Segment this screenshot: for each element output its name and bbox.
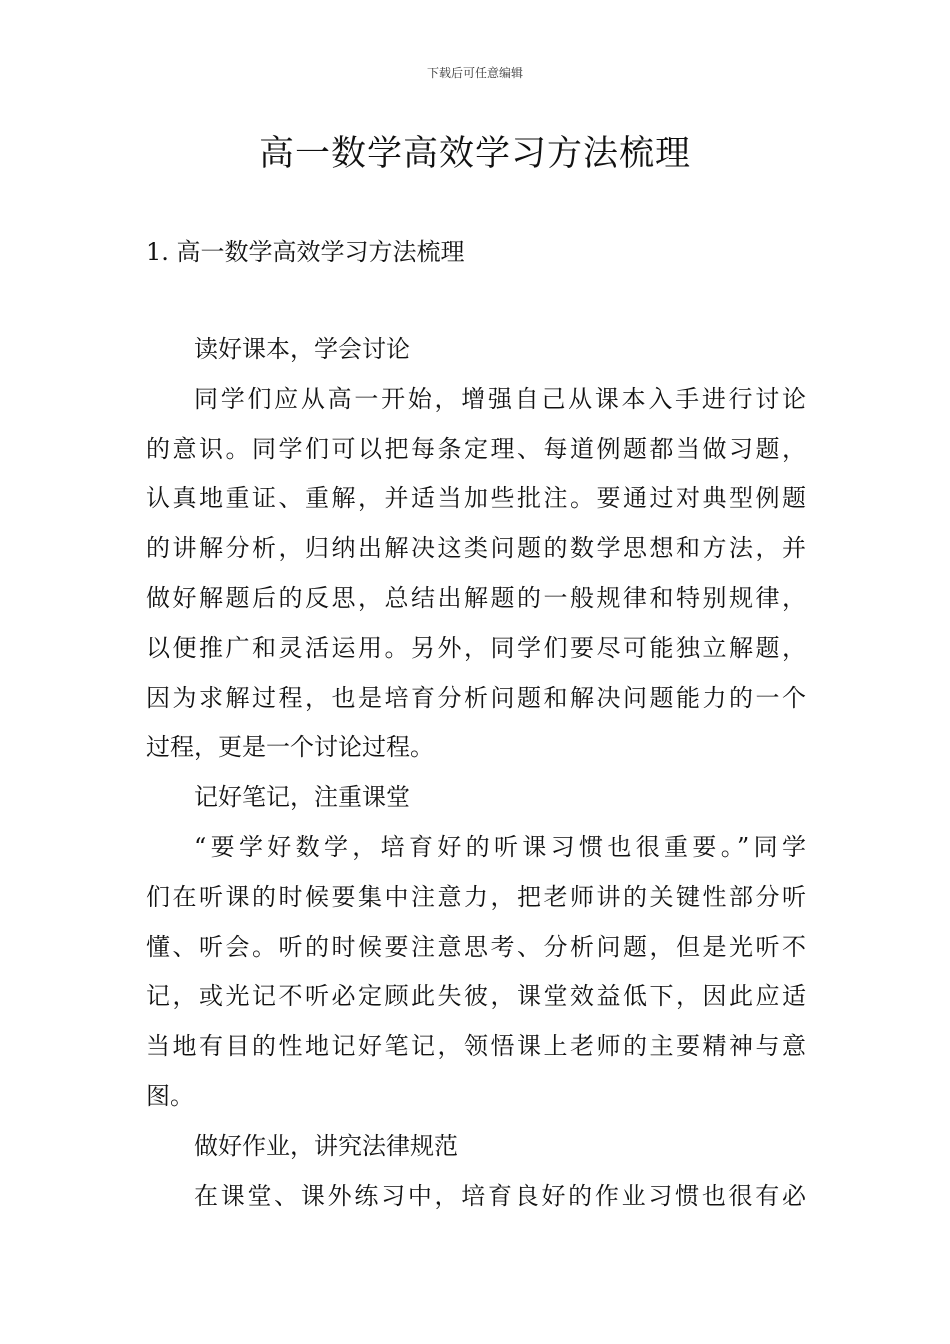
paragraph-line: 以便推广和灵活运用。另外，同学们要尽可能独立解题， [146,633,806,662]
paragraph-line: 做好解题后的反思，总结出解题的一般规律和特别规律， [146,583,806,612]
paragraph-line: 记，或光记不听必定顾此失彼，课堂效益低下，因此应适 [146,982,806,1011]
paragraph-line: 在课堂、课外练习中，培育良好的作业习惯也很有必 [194,1181,806,1210]
paragraph-line: 的意识。同学们可以把每条定理、每道例题都当做习题， [146,434,806,463]
paragraph-line: 认真地重证、重解，并适当加些批注。要通过对典型例题 [146,484,806,513]
paragraph-line: 懂、听会。听的时候要注意思考、分析问题，但是光听不 [146,932,806,961]
subheading: 记好笔记，注重课堂 [194,783,410,812]
section-title: 1. 高一数学高效学习方法梳理 [146,238,465,266]
paragraph-line: 们在听课的时候要集中注意力，把老师讲的关键性部分听 [146,882,806,911]
paragraph-line: 图。 [146,1081,194,1110]
subheading: 读好课本，学会讨论 [194,335,410,363]
paragraph-line: 过程，更是一个讨论过程。 [146,733,434,762]
paragraph-line: “要学好数学，培育好的听课习惯也很重要。”同学 [194,832,806,861]
header-note: 下载后可任意编辑 [426,66,523,80]
document-body [146,325,806,1221]
paragraph-line: 同学们应从高一开始，增强自己从课本入手进行讨论 [194,384,806,413]
paragraph-line: 当地有目的性地记好笔记，领悟课上老师的主要精神与意 [146,1032,806,1061]
paragraph-line: 的讲解分析，归纳出解决这类问题的数学思想和方法，并 [146,534,806,563]
subheading: 做好作业，讲究法律规范 [194,1131,458,1160]
document-title: 高一数学高效学习方法梳理 [258,134,691,174]
paragraph-line: 因为求解过程，也是培育分析问题和解决问题能力的一个 [146,683,806,712]
